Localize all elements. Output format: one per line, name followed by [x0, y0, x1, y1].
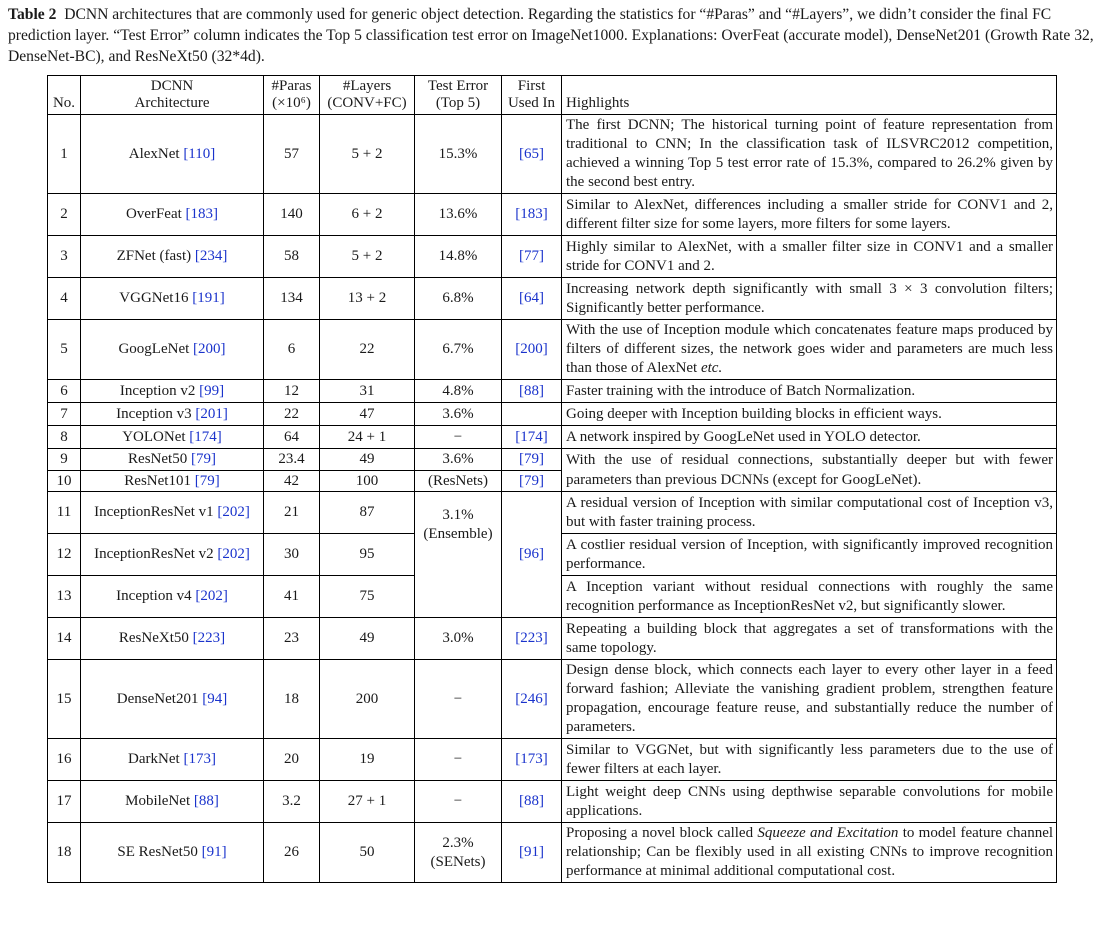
cell-layers: 5 + 2 — [320, 115, 415, 194]
cell-layers: 95 — [320, 534, 415, 576]
cell-test-error: 4.8% — [415, 380, 502, 403]
col-header-first-used: First Used In — [502, 76, 562, 115]
citation-link[interactable]: [79] — [194, 472, 220, 489]
citation-link[interactable]: [200] — [515, 341, 548, 357]
cell-highlight: Increasing network depth significantly with small 3 × 3 convolution filters; Significantly better performance. — [562, 278, 1057, 320]
cell-paras: 57 — [264, 115, 320, 194]
cell-layers: 6 + 2 — [320, 194, 415, 236]
cell-layers: 22 — [320, 320, 415, 380]
citation-link[interactable]: [202] — [195, 588, 228, 604]
cell-highlight: With the use of residual connections, substantially deeper but with fewer parameters than previous DCNNs (except for GoogLeNet). — [562, 449, 1057, 492]
cell-architecture: InceptionResNet v2 [202] — [81, 534, 264, 576]
cell-first-used — [502, 470, 562, 492]
cell-architecture: Inception v2 [99] — [81, 380, 264, 403]
table-caption — [8, 4, 1094, 67]
cell-no: 1 — [48, 115, 81, 194]
cell-highlight: The first DCNN; The historical turning point of feature representation from traditional to CNN; In the classification task of ILSVRC2012 competition, achieved a winning Top 5 test error rate of 15.3%, compared to 26.2% given by the second best entry. — [562, 115, 1057, 194]
table-row — [48, 236, 1057, 278]
cell-no: 16 — [48, 739, 81, 781]
cell-test-error: − — [415, 660, 502, 739]
citation-link[interactable]: [88] — [193, 793, 219, 809]
cell-paras: 6 — [264, 320, 320, 380]
cell-highlight: Design dense block, which connects each layer to every other layer in a feed forward fashion; Alleviate the vanishing gradient problem, strengthen feature propagation, encourage feature reuse, and substantially reduce the number of parameters. — [562, 660, 1057, 739]
cell-layers: 13 + 2 — [320, 278, 415, 320]
cell-paras: 18 — [264, 660, 320, 739]
cell-layers: 100 — [320, 470, 415, 492]
cell-no: 7 — [48, 403, 81, 426]
cell-first-used — [502, 426, 562, 449]
cell-layers: 31 — [320, 380, 415, 403]
cell-test-error: − — [415, 426, 502, 449]
cell-test-error: 14.8% — [415, 236, 502, 278]
cell-layers: 24 + 1 — [320, 426, 415, 449]
citation-link[interactable]: [94] — [202, 690, 228, 707]
cell-paras: 41 — [264, 576, 320, 618]
citation-link[interactable]: [88] — [519, 383, 544, 399]
cell-no: 10 — [48, 470, 81, 492]
cell-test-error: (ResNets) — [415, 470, 502, 492]
cell-architecture: MobileNet [88] — [81, 781, 264, 823]
cell-test-error: 15.3% — [415, 115, 502, 194]
citation-link[interactable]: [99] — [199, 383, 225, 399]
cell-first-used — [502, 618, 562, 660]
col-header-no: No. — [48, 76, 81, 115]
cell-paras: 3.2 — [264, 781, 320, 823]
cell-architecture: OverFeat [183] — [81, 194, 264, 236]
cell-paras: 20 — [264, 739, 320, 781]
cell-highlight: Similar to AlexNet, differences including a smaller stride for CONV1 and 2, different filter size for some layers, more filters for some layers. — [562, 194, 1057, 236]
cell-architecture: ResNet101 [79] — [81, 470, 264, 492]
citation-link[interactable]: [223] — [192, 630, 226, 646]
citation-link[interactable]: [79] — [519, 451, 544, 468]
citation-link[interactable]: [91] — [519, 844, 544, 860]
table-row — [48, 403, 1057, 426]
cell-paras: 64 — [264, 426, 320, 449]
cell-layers: 5 + 2 — [320, 236, 415, 278]
cell-no: 6 — [48, 380, 81, 403]
cell-no: 15 — [48, 660, 81, 739]
table-row — [48, 660, 1057, 739]
cell-layers: 19 — [320, 739, 415, 781]
cell-layers: 27 + 1 — [320, 781, 415, 823]
citation-link[interactable]: [202] — [217, 504, 250, 520]
cell-no: 2 — [48, 194, 81, 236]
cell-paras: 23.4 — [264, 449, 320, 471]
citation-link[interactable]: [173] — [515, 751, 548, 767]
cell-no: 17 — [48, 781, 81, 823]
cell-highlight: Repeating a building block that aggregates a set of transformations with the same topology. — [562, 618, 1057, 660]
cell-paras: 140 — [264, 194, 320, 236]
cell-highlight: With the use of Inception module which concatenates feature maps produced by filters of different sizes, the network goes wider and parameters are much less than those of AlexNet etc. — [562, 320, 1057, 380]
cell-first-used — [502, 739, 562, 781]
cell-no: 14 — [48, 618, 81, 660]
cell-architecture: GoogLeNet [200] — [81, 320, 264, 380]
cell-layers: 47 — [320, 403, 415, 426]
cell-paras: 12 — [264, 380, 320, 403]
cell-no: 5 — [48, 320, 81, 380]
cell-test-error: 13.6% — [415, 194, 502, 236]
citation-link[interactable]: [88] — [519, 793, 544, 809]
cell-test-error: 3.6% — [415, 449, 502, 471]
citation-link[interactable]: [246] — [515, 690, 548, 707]
table-row — [48, 115, 1057, 194]
table-row — [48, 320, 1057, 380]
citation-link[interactable]: [191] — [192, 290, 225, 306]
citation-link[interactable]: [64] — [519, 290, 544, 306]
cell-test-error: 6.8% — [415, 278, 502, 320]
cell-test-error: − — [415, 739, 502, 781]
citation-link[interactable]: [174] — [515, 429, 548, 445]
col-header-paras: #Paras (×10⁶) — [264, 76, 320, 115]
cell-architecture: DarkNet [173] — [81, 739, 264, 781]
citation-link[interactable]: [91] — [201, 844, 227, 860]
col-header-architecture: DCNN Architecture — [81, 76, 264, 115]
cell-no: 18 — [48, 823, 81, 883]
cell-architecture: AlexNet [110] — [81, 115, 264, 194]
cell-paras: 30 — [264, 534, 320, 576]
citation-link[interactable]: [65] — [519, 145, 544, 162]
table-row — [48, 618, 1057, 660]
cell-architecture: YOLONet [174] — [81, 426, 264, 449]
cell-first-used — [502, 115, 562, 194]
table-row — [48, 823, 1057, 883]
table-row — [48, 426, 1057, 449]
cell-paras: 21 — [264, 492, 320, 534]
cell-first-used — [502, 660, 562, 739]
cell-first-used — [502, 194, 562, 236]
cell-no: 9 — [48, 449, 81, 471]
citation-link[interactable]: [202] — [217, 546, 250, 562]
table-row — [48, 278, 1057, 320]
table-row — [48, 194, 1057, 236]
cell-highlight: A network inspired by GoogLeNet used in YOLO detector. — [562, 426, 1057, 449]
cell-paras: 134 — [264, 278, 320, 320]
cell-architecture: VGGNet16 [191] — [81, 278, 264, 320]
cell-first-used — [502, 449, 562, 471]
cell-test-error: − — [415, 781, 502, 823]
col-header-highlights: Highlights — [562, 76, 1057, 115]
cell-no: 11 — [48, 492, 81, 534]
cell-layers: 87 — [320, 492, 415, 534]
citation-link[interactable]: [77] — [519, 248, 544, 264]
citation-link[interactable]: [79] — [519, 472, 544, 489]
cell-highlight: Light weight deep CNNs using depthwise separable convolutions for mobile applications. — [562, 781, 1057, 823]
table-row — [48, 492, 1057, 534]
cell-paras: 42 — [264, 470, 320, 492]
citation-link[interactable]: [110] — [183, 145, 216, 162]
cell-layers: 200 — [320, 660, 415, 739]
citation-link[interactable]: [234] — [194, 248, 228, 264]
citation-link[interactable]: [223] — [515, 630, 548, 646]
cell-highlight: A residual version of Inception with similar computational cost of Inception v3, but with faster training process. — [562, 492, 1057, 534]
cell-highlight: Faster training with the introduce of Batch Normalization. — [562, 380, 1057, 403]
cell-layers: 49 — [320, 449, 415, 471]
header-row — [48, 76, 1057, 115]
cell-architecture: Inception v4 [202] — [81, 576, 264, 618]
cell-highlight: Similar to VGGNet, but with significantly less parameters due to the use of fewer filters at each layer. — [562, 739, 1057, 781]
citation-link[interactable]: [183] — [185, 206, 219, 222]
dcnn-table — [47, 75, 1057, 883]
cell-layers: 75 — [320, 576, 415, 618]
cell-no: 3 — [48, 236, 81, 278]
cell-architecture: DenseNet201 [94] — [81, 660, 264, 739]
citation-link[interactable]: [201] — [195, 406, 228, 422]
cell-paras: 58 — [264, 236, 320, 278]
table-row — [48, 781, 1057, 823]
caption-label: Table 2 — [8, 6, 57, 23]
cell-architecture: ResNeXt50 [223] — [81, 618, 264, 660]
cell-highlight: Highly similar to AlexNet, with a smaller filter size in CONV1 and a smaller stride for CONV1 and 2. — [562, 236, 1057, 278]
cell-no: 8 — [48, 426, 81, 449]
cell-test-error: 3.1% (Ensemble) — [415, 492, 502, 618]
cell-test-error: 6.7% — [415, 320, 502, 380]
table-row — [48, 739, 1057, 781]
cell-layers: 50 — [320, 823, 415, 883]
cell-architecture: SE ResNet50 [91] — [81, 823, 264, 883]
cell-architecture: InceptionResNet v1 [202] — [81, 492, 264, 534]
cell-test-error: 2.3% (SENets) — [415, 823, 502, 883]
cell-no: 4 — [48, 278, 81, 320]
cell-first-used — [502, 492, 562, 618]
cell-test-error: 3.0% — [415, 618, 502, 660]
citation-link[interactable]: [174] — [189, 429, 222, 445]
cell-first-used — [502, 320, 562, 380]
cell-first-used — [502, 278, 562, 320]
cell-first-used — [502, 403, 562, 426]
cell-highlight: Proposing a novel block called Squeeze and Excitation to model feature channel relationship; Can be flexibly used in all existing CNNs to improve recognition performance at minimal additional computational cost. — [562, 823, 1057, 883]
cell-paras: 26 — [264, 823, 320, 883]
cell-architecture: Inception v3 [201] — [81, 403, 264, 426]
cell-architecture: ZFNet (fast) [234] — [81, 236, 264, 278]
cell-first-used — [502, 823, 562, 883]
cell-first-used — [502, 781, 562, 823]
table-row — [48, 449, 1057, 471]
cell-highlight: Going deeper with Inception building blocks in efficient ways. — [562, 403, 1057, 426]
citation-link[interactable]: [183] — [515, 206, 548, 222]
cell-layers: 49 — [320, 618, 415, 660]
cell-highlight: A costlier residual version of Inception, with significantly improved recognition performance. — [562, 534, 1057, 576]
col-header-layers: #Layers (CONV+FC) — [320, 76, 415, 115]
caption-text: DCNN architectures that are commonly used for generic object detection. Regarding the statistics for “#Paras” and “#Layers”, we didn’t consider the final FC prediction layer. “Test Error” column indicates the Top 5 classification test error on ImageNet1000. Explanations: OverFeat (accurate model), DenseNet201 (Growth Rate 32, DenseNet-BC), and ResNeXt50 (32*4d). — [8, 6, 1094, 65]
cell-paras: 22 — [264, 403, 320, 426]
citation-link[interactable]: [200] — [193, 341, 226, 357]
cell-paras: 23 — [264, 618, 320, 660]
citation-link[interactable]: [79] — [190, 451, 216, 468]
cell-highlight: A Inception variant without residual connections with roughly the same recognition performance as InceptionResNet v2, but significantly slower. — [562, 576, 1057, 618]
cell-first-used — [502, 380, 562, 403]
cell-no: 13 — [48, 576, 81, 618]
cell-no: 12 — [48, 534, 81, 576]
citation-link[interactable]: [96] — [519, 546, 544, 562]
cell-architecture: ResNet50 [79] — [81, 449, 264, 471]
cell-first-used — [502, 236, 562, 278]
cell-test-error: 3.6% — [415, 403, 502, 426]
citation-link[interactable]: [173] — [183, 751, 216, 767]
table-row — [48, 380, 1057, 403]
col-header-test-error: Test Error (Top 5) — [415, 76, 502, 115]
